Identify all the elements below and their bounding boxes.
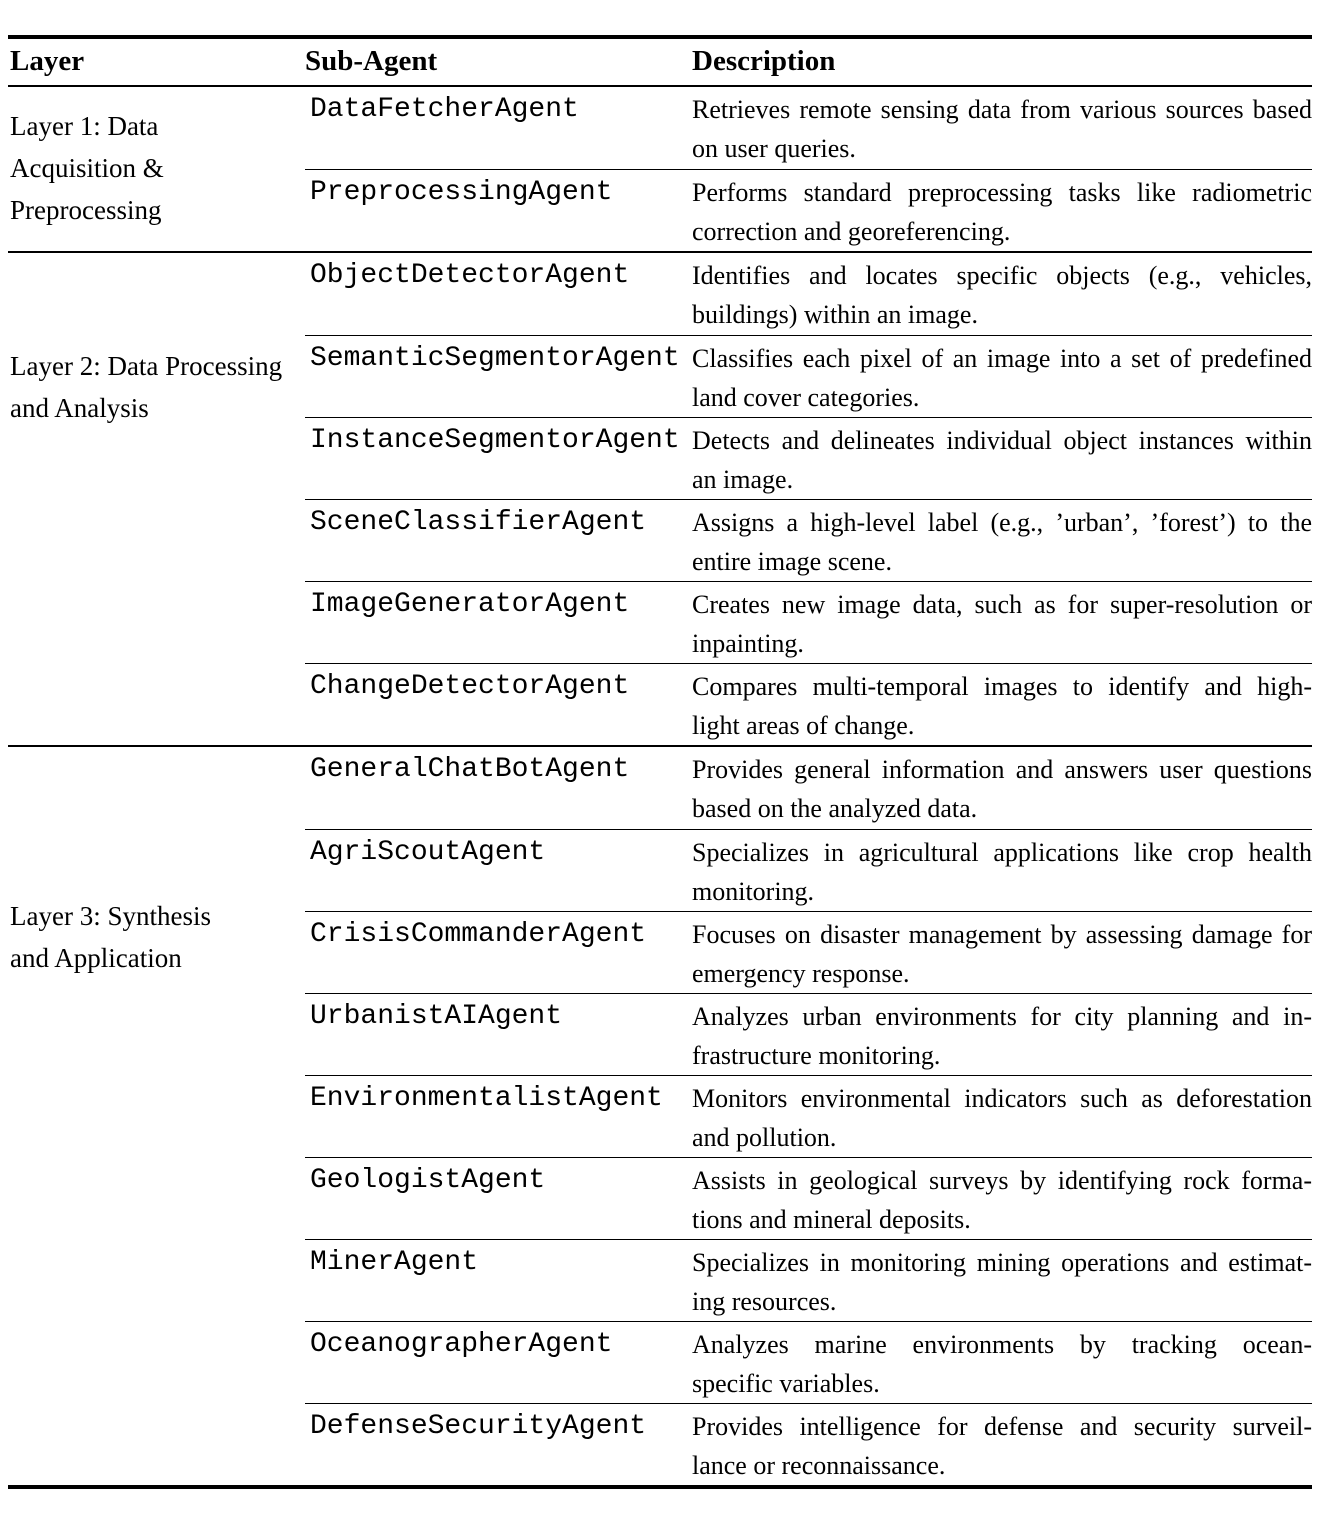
agent-description [692, 1079, 1312, 1157]
description-line: Compares multi-temporal images to identify and high- [692, 672, 1312, 701]
table-row [305, 1075, 1312, 1157]
layer-1-rows [305, 87, 1312, 251]
description-line: emergency response. [692, 959, 910, 988]
table-row [305, 993, 1312, 1075]
agent-name: ObjectDetectorAgent [310, 260, 630, 291]
agent-description [692, 833, 1312, 911]
agent-name: EnvironmentalistAgent [310, 1083, 663, 1114]
layer-group-3 [8, 745, 1312, 1485]
table-row [305, 581, 1312, 663]
table-row [305, 499, 1312, 581]
agent-description [692, 1161, 1312, 1239]
layer-label-line: Layer 3: Synthesis [10, 901, 211, 931]
agent-name: AgriScoutAgent [310, 837, 546, 868]
agent-description [692, 173, 1312, 251]
description-line: land cover categories. [692, 383, 920, 412]
table-row [305, 335, 1312, 417]
agent-description [692, 997, 1312, 1075]
layer-label-3 [10, 895, 211, 979]
layer-label-line: Layer 2: Data Processing [10, 351, 283, 381]
table-row [305, 417, 1312, 499]
layer-group-2 [8, 251, 1312, 745]
agent-name: ImageGeneratorAgent [310, 589, 630, 620]
agent-description [692, 503, 1312, 581]
agent-name: DefenseSecurityAgent [310, 1411, 647, 1442]
layer-group-1 [8, 87, 1312, 251]
table-row [305, 87, 1312, 169]
table-row [305, 663, 1312, 745]
table-row [305, 1321, 1312, 1403]
description-line: based on the analyzed data. [692, 794, 978, 823]
layer-cell-2 [8, 253, 305, 745]
description-line: correction and georeferencing. [692, 217, 1011, 246]
table-row [305, 911, 1312, 993]
agent-description [692, 339, 1312, 417]
header-description: Description [692, 45, 836, 77]
agent-description [692, 1243, 1312, 1321]
agent-name: SemanticSegmentorAgent [310, 343, 680, 374]
layer-label-line: and Application [10, 943, 182, 973]
description-line: frastructure monitoring. [692, 1041, 941, 1070]
description-line: Classifies each pixel of an image into a set of predefined [692, 344, 1312, 373]
sub-agent-table [8, 35, 1312, 1489]
description-line: inpainting. [692, 629, 804, 658]
description-line: Specializes in agricultural applications like crop health [692, 838, 1312, 867]
agent-name: CrisisCommanderAgent [310, 919, 647, 950]
description-line: buildings) within an image. [692, 300, 978, 329]
layer-label-2 [10, 345, 282, 429]
agent-name: OceanographerAgent [310, 1329, 613, 1360]
table-row [305, 829, 1312, 911]
description-line: Creates new image data, such as for super-resolution or [692, 590, 1312, 619]
agent-name: InstanceSegmentorAgent [310, 425, 680, 456]
description-line: an image. [692, 465, 794, 494]
agent-name: SceneClassifierAgent [310, 507, 647, 538]
header-sub-agent: Sub-Agent [305, 45, 438, 77]
agent-description [692, 750, 1312, 829]
layer-cell-1 [8, 87, 305, 251]
description-line: Provides general information and answers user questions [692, 755, 1312, 784]
agent-description [692, 1407, 1312, 1485]
description-line: Monitors environmental indicators such as deforestation [692, 1084, 1312, 1113]
agent-name: ChangeDetectorAgent [310, 671, 630, 702]
description-line: and pollution. [692, 1123, 837, 1152]
agent-description [692, 421, 1312, 499]
layer-label-line: Acquisition & [10, 153, 164, 183]
layer-label-1 [10, 105, 164, 231]
agent-name: PreprocessingAgent [310, 177, 613, 208]
description-line: ing resources. [692, 1287, 837, 1316]
description-line: light areas of change. [692, 711, 915, 740]
table-row [305, 169, 1312, 251]
header-layer: Layer [10, 45, 85, 77]
agent-description [692, 256, 1312, 335]
description-line: Specializes in monitoring mining operations and estimat- [692, 1248, 1312, 1277]
layer-label-line: Preprocessing [10, 195, 162, 225]
layer-label-line: and Analysis [10, 393, 149, 423]
description-line: Analyzes urban environments for city planning and in- [692, 1002, 1312, 1031]
layer-label-line: Layer 1: Data [10, 111, 159, 141]
agent-name: UrbanistAIAgent [310, 1001, 563, 1032]
layer-2-rows [305, 253, 1312, 745]
description-line: Analyzes marine environments by tracking ocean- [692, 1330, 1312, 1359]
description-line: monitoring. [692, 877, 815, 906]
table-row [305, 1239, 1312, 1321]
table-row [305, 1403, 1312, 1485]
layer-cell-3 [8, 747, 305, 1485]
agent-description [692, 667, 1312, 745]
description-line: tions and mineral deposits. [692, 1205, 971, 1234]
agent-name: GeologistAgent [310, 1165, 546, 1196]
description-line: Provides intelligence for defense and security surveil- [692, 1412, 1312, 1441]
description-line: Performs standard preprocessing tasks like radiometric [692, 178, 1312, 207]
layer-3-rows [305, 747, 1312, 1485]
agent-name: MinerAgent [310, 1247, 479, 1278]
agent-description [692, 585, 1312, 663]
description-line: Retrieves remote sensing data from various sources based [692, 95, 1312, 124]
description-line: Assists in geological surveys by identifying rock forma- [692, 1166, 1312, 1195]
description-line: Identifies and locates specific objects (e.g., vehicles, [692, 261, 1312, 290]
description-line: lance or reconnaissance. [692, 1451, 946, 1480]
agent-description [692, 90, 1312, 169]
agent-description [692, 915, 1312, 993]
description-line: Detects and delineates individual object instances within [692, 426, 1312, 455]
agent-name: GeneralChatBotAgent [310, 754, 630, 785]
table-row [305, 747, 1312, 829]
table-row [305, 253, 1312, 335]
description-line: on user queries. [692, 134, 856, 163]
table-row [305, 1157, 1312, 1239]
agent-description [692, 1325, 1312, 1403]
description-line: Assigns a high-level label (e.g., ’urban’, ’forest’) to the [692, 508, 1312, 537]
description-line: specific variables. [692, 1369, 880, 1398]
agent-name: DataFetcherAgent [310, 94, 579, 125]
description-line: entire image scene. [692, 547, 892, 576]
table-header-row [8, 39, 1312, 87]
description-line: Focuses on disaster management by assessing damage for [692, 920, 1312, 949]
